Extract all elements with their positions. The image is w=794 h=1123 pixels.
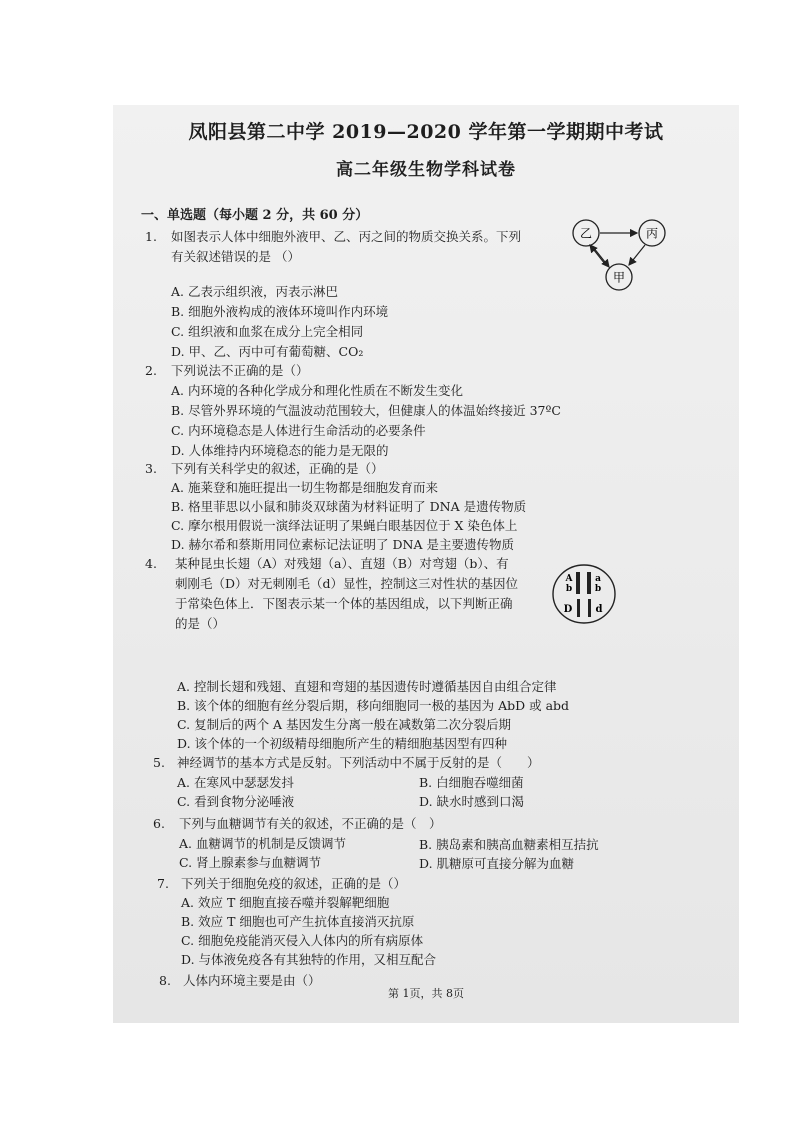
q4-stem-line4: 的是（） xyxy=(175,616,226,631)
q1-option-b: B. 细胞外液构成的液体环境叫作内环境 xyxy=(171,304,389,319)
q5-option-b: B. 白细胞吞噬细菌 xyxy=(419,775,524,790)
label-yi: 乙 xyxy=(579,226,593,241)
q7-option-c: C. 细胞免疫能消灭侵入人体内的所有病原体 xyxy=(181,933,424,948)
fluid-exchange-diagram xyxy=(567,217,671,293)
q8-number: 8. xyxy=(159,973,171,988)
q3-option-a: A. 施莱登和施旺提出一切生物都是细胞发育而来 xyxy=(171,480,438,495)
q2-option-b: B. 尽管外界环境的气温波动范围较大，但健康人的体温始终接近 37ºC xyxy=(171,403,561,418)
q7-number: 7. xyxy=(157,876,169,891)
arrow-bing-to-jia xyxy=(629,245,645,265)
chromosome-left-lower xyxy=(577,599,580,617)
chromosome-right-upper xyxy=(587,572,591,594)
q4-stem-line3: 于常染色体上．下图表示某一个体的基因组成，以下判断正确 xyxy=(175,596,513,611)
q4-stem-line1: 某种昆虫长翅（A）对残翅（a）、直翅（B）对弯翅（b）、有 xyxy=(175,556,509,571)
arrow-jia-to-yi xyxy=(590,245,605,264)
q5-number: 5. xyxy=(153,755,165,770)
label-jia: 甲 xyxy=(612,270,626,285)
chromosome-right-lower xyxy=(588,599,591,617)
q7-option-a: A. 效应 T 细胞直接吞噬并裂解靶细胞 xyxy=(181,895,390,910)
allele-a: a xyxy=(595,574,601,584)
exam-sheet xyxy=(113,105,739,1023)
q4-option-b: B. 该个体的细胞有丝分裂后期，移向细胞同一极的基因为 AbD 或 abd xyxy=(177,698,570,713)
exam-subtitle: 高二年级生物学科试卷 xyxy=(336,160,516,180)
allele-A: A xyxy=(565,574,573,584)
q7-option-d: D. 与体液免疫各有其独特的作用，又相互配合 xyxy=(181,952,437,967)
q3-option-c: C. 摩尔根用假说一演绎法证明了果蝇白眼基因位于 X 染色体上 xyxy=(171,518,518,533)
q4-option-c: C. 复制后的两个 A 基因发生分离一般在减数第二次分裂后期 xyxy=(177,717,512,732)
genotype-cell-diagram xyxy=(551,563,617,625)
page-footer: 第 1页，共 8页 xyxy=(388,987,464,1000)
q4-number: 4. xyxy=(145,556,157,571)
q1-option-a: A. 乙表示组织液，丙表示淋巴 xyxy=(171,284,338,299)
q2-option-a: A. 内环境的各种化学成分和理化性质在不断发生变化 xyxy=(171,383,463,398)
q1-stem-line2: 有关叙述错误的是 （） xyxy=(171,249,300,264)
q1-option-d: D. 甲、乙、丙中可有葡萄糖、CO₂ xyxy=(171,344,364,359)
q6-option-d: D. 肌糖原可直接分解为血糖 xyxy=(419,856,575,871)
q6-option-a: A. 血糖调节的机制是反馈调节 xyxy=(179,836,346,851)
q6-option-b: B. 胰岛素和胰高血糖素相互拮抗 xyxy=(419,837,599,852)
q4-option-a: A. 控制长翅和残翅、直翅和弯翅的基因遗传时遵循基因自由组合定律 xyxy=(177,679,557,694)
allele-b-left: b xyxy=(565,584,573,594)
q1-number: 1. xyxy=(145,229,157,244)
q6-number: 6. xyxy=(153,816,165,831)
allele-b-right: b xyxy=(594,584,602,594)
q4-stem-line2: 刺刚毛（D）对无刺刚毛（d）显性，控制这三对性状的基因位 xyxy=(175,576,519,591)
q7-option-b: B. 效应 T 细胞也可产生抗体直接消灭抗原 xyxy=(181,914,415,929)
arrow-yi-to-jia xyxy=(593,247,609,267)
section-heading: 一、单选题（每小题 2 分，共 60 分） xyxy=(141,208,369,223)
q6-option-c: C. 肾上腺素参与血糖调节 xyxy=(179,855,322,870)
q5-option-d: D. 缺水时感到口渴 xyxy=(419,794,525,809)
q8-stem: 人体内环境主要是由（） xyxy=(183,973,321,988)
q3-option-b: B. 格里菲思以小鼠和肺炎双球菌为材料证明了 DNA 是遗传物质 xyxy=(171,499,527,514)
q4-option-d: D. 该个体的一个初级精母细胞所产生的精细胞基因型有四种 xyxy=(177,736,508,751)
q2-stem: 下列说法不正确的是（） xyxy=(171,363,309,378)
chromosome-left-upper xyxy=(576,572,580,594)
label-bing: 丙 xyxy=(645,226,659,241)
allele-D: D xyxy=(563,604,573,615)
q2-option-d: D. 人体维持内环境稳态的能力是无限的 xyxy=(171,443,389,458)
q3-stem: 下列有关科学史的叙述，正确的是（） xyxy=(171,461,384,476)
cell-outline xyxy=(553,565,615,623)
q5-option-a: A. 在寒风中瑟瑟发抖 xyxy=(177,775,294,790)
q3-option-d: D. 赫尔希和蔡斯用同位素标记法证明了 DNA 是主要遗传物质 xyxy=(171,537,514,552)
q3-number: 3. xyxy=(145,461,157,476)
exam-title: 凤阳县第二中学 2019—2020 学年第一学期期中考试 xyxy=(188,121,664,143)
q7-stem: 下列关于细胞免疫的叙述，正确的是（） xyxy=(181,876,407,891)
q5-option-c: C. 看到食物分泌唾液 xyxy=(177,794,295,809)
allele-d: d xyxy=(595,604,603,615)
q2-number: 2. xyxy=(145,363,157,378)
q6-stem: 下列与血糖调节有关的叙述，不正确的是（ ） xyxy=(179,816,442,831)
q5-stem: 神经调节的基本方式是反射。下列活动中不属于反射的是（ ） xyxy=(177,755,540,770)
q1-option-c: C. 组织液和血浆在成分上完全相同 xyxy=(171,324,364,339)
q2-option-c: C. 内环境稳态是人体进行生命活动的必要条件 xyxy=(171,423,426,438)
q1-stem-line1: 如图表示人体中细胞外液甲、乙、丙之间的物质交换关系。下列 xyxy=(171,229,522,244)
